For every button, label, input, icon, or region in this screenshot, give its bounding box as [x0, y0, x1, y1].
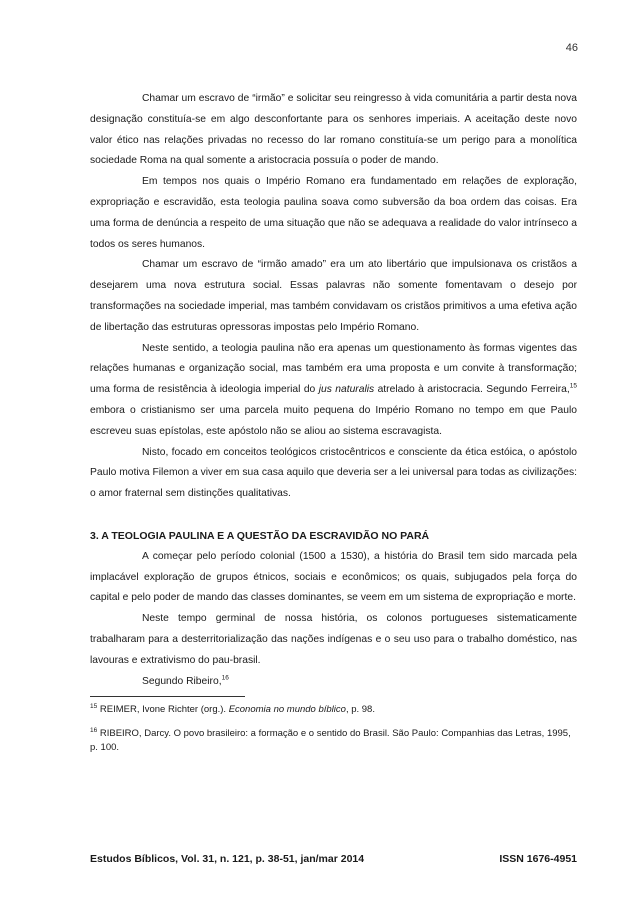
paragraph-5: Nisto, focado em conceitos teológicos cristocêntricos e consciente da ética estóica, o apóstolo Paulo motiva Filemon a viver em sua casa aquilo que deveria ser a lei universal para todas as civilizações: o amor fraternal sem distinções qualitativas.	[90, 446, 577, 500]
footnote-16-text: RIBEIRO, Darcy. O povo brasileiro: a formação e o sentido do Brasil. São Paulo: Companhias das Letras, 1995, p. 100.	[90, 727, 571, 754]
body-text	[90, 89, 577, 756]
paragraph-3: Chamar um escravo de “irmão amado” era um ato libertário que impulsionava os cristãos a desejarem uma nova estrutura social. Essas palavras não somente fomentavam o desejo por transformações na sociedade imperial, mas também convidavam os cristãos primitivos a uma efetiva ação de libertação das estruturas opressoras impostas pelo Império Romano.	[90, 259, 577, 333]
section-paragraph-2: Neste tempo germinal de nossa história, os colonos portugueses sistematicamente trabalharam para a desterritorialização das nações indígenas e o seu uso para o trabalho doméstico, nas lavouras e extrativismo do pau-brasil.	[90, 613, 577, 666]
page-number: 46	[565, 42, 578, 54]
footer-journal: Estudos Bíblicos, Vol. 31, n. 121, p. 38-51, jan/mar 2014	[90, 853, 365, 865]
footer-issn: ISSN 1676-4951	[499, 853, 577, 865]
footnote-ref-15[interactable]: 15	[569, 382, 577, 390]
footnote-16-number: 16	[90, 726, 98, 734]
section-paragraph-3-text: Segundo Ribeiro,	[142, 675, 222, 687]
footnote-15-italic: Economia no mundo bíblico	[228, 704, 346, 716]
paragraph-4-text-c: embora o cristianismo ser uma parcela muito pequena do Império Romano no tempo em que Paulo escreveu suas epístolas, este apóstolo não se aliou ao sistema escravagista.	[90, 404, 577, 437]
section-heading: 3. A TEOLOGIA PAULINA E A QUESTÃO DA ESCRAVIDÃO NO PARÁ	[90, 529, 430, 542]
paragraph-4-text-a: Neste sentido, a teologia paulina não era apenas um questionamento às formas vigentes das relações humanas e organização social, mas também era uma proposta e um convite à transformação; uma forma de resistência à ideologia imperial do	[90, 342, 577, 396]
footnote-ref-16[interactable]: 16	[221, 674, 229, 682]
paragraph-4-text-b: atrelado à aristocracia. Segundo Ferreira,	[374, 384, 570, 396]
paragraph-4	[90, 339, 577, 443]
section-paragraph-1: A começar pelo período colonial (1500 a 1530), a história do Brasil tem sido marcada pela implacável exploração de grupos étnicos, sociais e econômicos; os quais, subjugados pela força do capital e pelo poder de mando das classes dominantes, se veem em um sistema de expropriação e morte.	[90, 550, 577, 604]
footnote-15-tail: , p. 98.	[345, 704, 375, 716]
footnote-divider	[90, 696, 245, 697]
paragraph-1: Chamar um escravo de “irmão” e solicitar seu reingresso à vida comunitária a partir desta nova designação constituía-se em algo desconfortante para os senhores imperiais. A aceitação deste novo valor ético nas relações privadas no recesso do lar romano constituía-se um perigo para a monolítica sociedade Roma na qual somente a aristocracia possuía o poder de mando.	[90, 93, 577, 167]
section-paragraph-3	[90, 672, 577, 693]
footnote-15	[90, 703, 577, 718]
footnote-15-text: REIMER, Ivone Richter (org.).	[97, 704, 229, 716]
footnote-16	[90, 727, 577, 756]
paragraph-2: Em tempos nos quais o Império Romano era fundamentado em relações de exploração, expropriação e escravidão, esta teologia paulina soava como subversão da boa ordem das coisas. Era uma forma de denúncia a respeito de uma situação que não se adequava a realidade do valor intrínseco a todos os seres humanos.	[90, 176, 577, 250]
footnote-15-number: 15	[90, 703, 98, 711]
page-footer	[90, 853, 577, 865]
paragraph-4-italic: jus naturalis	[318, 384, 375, 396]
